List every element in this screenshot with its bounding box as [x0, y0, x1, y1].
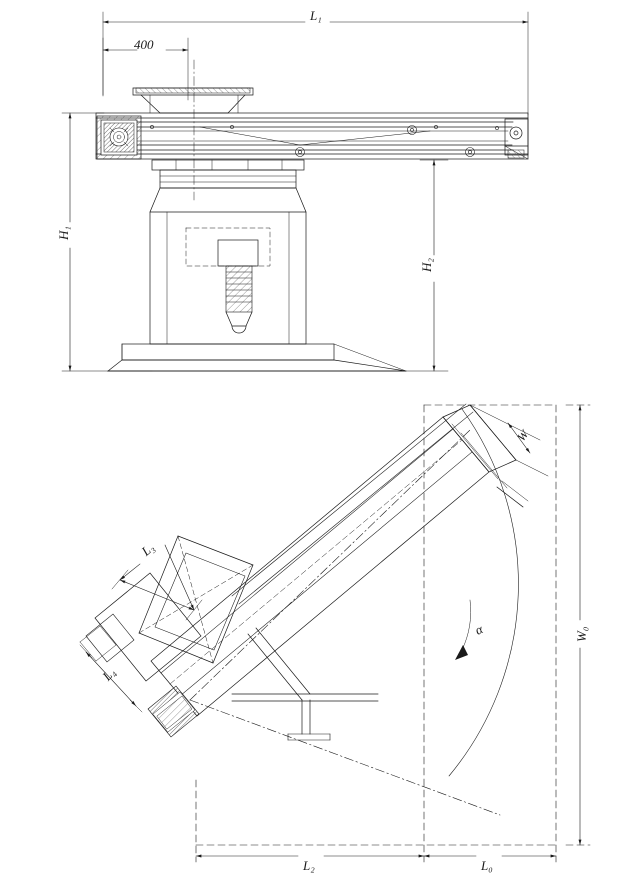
- dimension-label-W: W: [514, 427, 532, 445]
- dimension-label-L3: L₃: [138, 539, 158, 559]
- dimension-label-W0: W₀: [574, 626, 589, 642]
- dimension-label-400: 400: [134, 37, 154, 52]
- dimension-label-L0: L₀: [481, 858, 493, 873]
- dimension-label-L4: L₄: [99, 664, 119, 684]
- dimension-label-L1: L₁: [310, 8, 322, 23]
- dimension-label-alpha: α: [472, 621, 486, 638]
- dimension-label-H1: H₁: [56, 226, 71, 240]
- dimension-label-H2: H₂: [419, 258, 434, 272]
- dimension-label-L2: L₂: [303, 858, 315, 873]
